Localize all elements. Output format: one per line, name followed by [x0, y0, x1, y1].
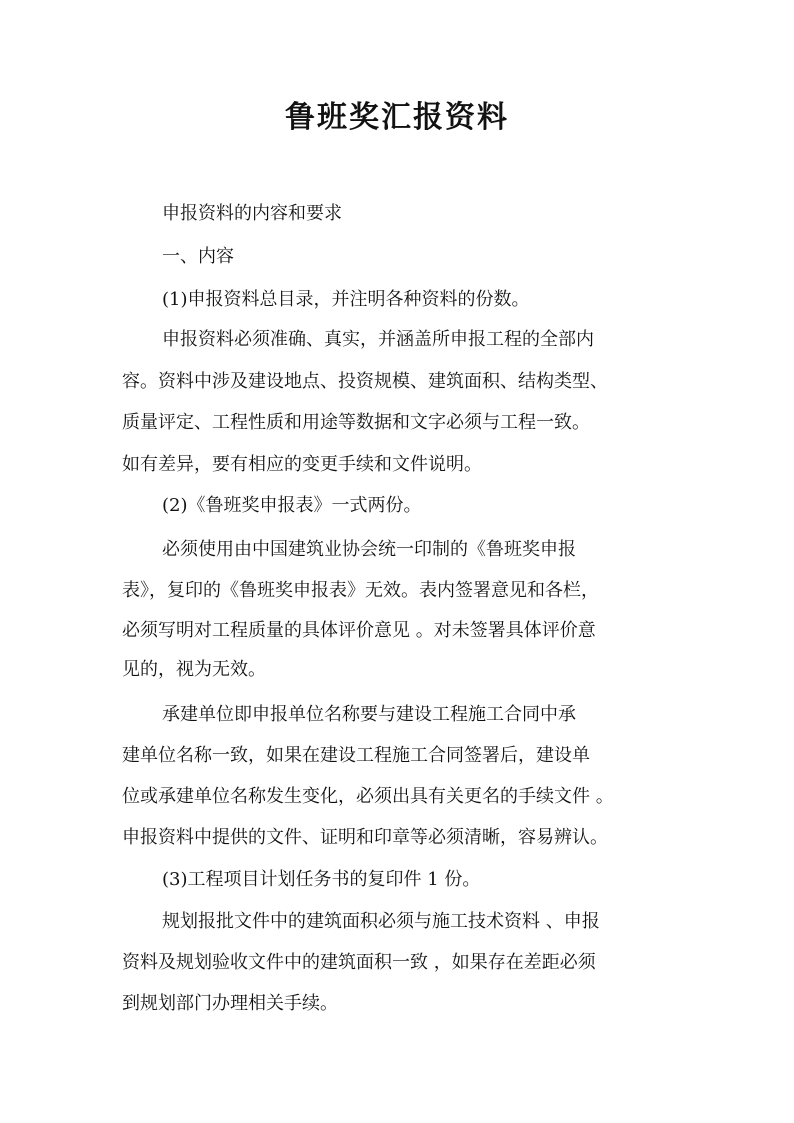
paragraph-line: 资料及规划验收文件中的建筑面积一致 ，如果存在差距必须	[122, 952, 596, 973]
paragraph-line: 位或承建单位名称发生变化，必须出具有关更名的手续文件 。	[122, 786, 614, 807]
paragraph-line: 规划报批文件中的建筑面积必须与施工技术资料 、申报	[162, 911, 600, 932]
paragraph-line: 必须写明对工程质量的具体评价意见 。对未签署具体评价意	[122, 620, 596, 641]
paragraph-line: 表》，复印的《鲁班奖申报表》无效。表内签署意见和各栏，	[122, 580, 599, 601]
paragraph-line: 必须使用由中国建筑业协会统一印制的《鲁班奖申报	[162, 539, 576, 560]
section-heading: 一、内容	[162, 246, 234, 267]
paragraph-line: (3)工程项目计划任务书的复印件 1 份。	[162, 869, 481, 890]
paragraph-line: 申报资料中提供的文件、证明和印章等必须清晰，容易辨认。	[122, 827, 608, 848]
paragraph-line: 容。资料中涉及建设地点、投资规模、建筑面积、结构类型、	[122, 371, 608, 392]
paragraph-line: 承建单位即申报单位名称要与建设工程施工合同中承	[162, 704, 576, 725]
paragraph-line: 到规划部门办理相关手续。	[122, 993, 338, 1014]
paragraph-line: 质量评定、工程性质和用途等数据和文字必须与工程一致。	[122, 412, 590, 433]
paragraph-line: 见的，视为无效。	[122, 659, 266, 680]
paragraph-line: 建单位名称一致，如果在建设工程施工合同签署后，建设单	[122, 745, 590, 766]
document-title: 鲁班奖汇报资料	[285, 100, 509, 135]
paragraph-line: (1)申报资料总目录，并注明各种资料的份数。	[162, 289, 530, 310]
paragraph-line: 申报资料的内容和要求	[162, 203, 342, 224]
paragraph-line: 申报资料必须准确、真实，并涵盖所申报工程的全部内	[162, 329, 594, 350]
paragraph-line: 如有差异，要有相应的变更手续和文件说明。	[122, 454, 482, 475]
paragraph-line: (2)《鲁班奖申报表》一式两份。	[162, 495, 422, 516]
